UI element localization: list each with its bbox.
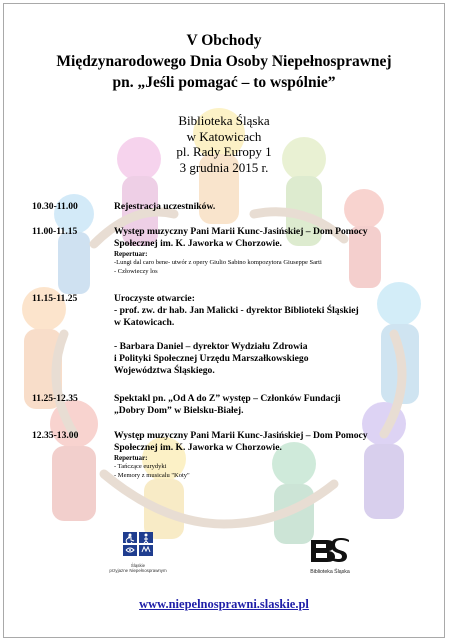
program-time: 10.30-11.00 bbox=[32, 201, 78, 212]
left-logo-caption-line: Śląskie bbox=[130, 563, 146, 568]
title-line-3: pn. „Jeśli pomagać – to wspólnie” bbox=[112, 74, 336, 91]
program-time: 11.25-12.35 bbox=[32, 393, 78, 404]
event-title bbox=[4, 30, 444, 93]
silesia-accessibility-logo bbox=[108, 532, 168, 573]
program-time: 12.35-13.00 bbox=[32, 430, 79, 441]
repertoire-item: - Memory z musicalu "Koty" bbox=[114, 471, 190, 479]
repertoire-label: Repertuar: bbox=[114, 250, 148, 258]
program-time: 11.00-11.15 bbox=[32, 226, 78, 237]
program-description bbox=[114, 430, 432, 480]
program-line: - Barbara Daniel – dyrektor Wydziału Zdrowia bbox=[114, 341, 308, 352]
left-logo-caption-line: przyjazne Niepełnosprawnym bbox=[109, 568, 167, 574]
venue-city: w Katowicach bbox=[186, 128, 262, 144]
repertoire-label: Repertuar: bbox=[114, 454, 148, 462]
program-line: Społecznej im. K. Jaworka w Chorzowie. bbox=[114, 442, 282, 453]
program-line: Uroczyste otwarcie: bbox=[114, 293, 195, 304]
program-line: Województwa Śląskiego. bbox=[114, 365, 215, 376]
title-line-1: V Obchody bbox=[186, 32, 262, 49]
program-description bbox=[114, 293, 432, 377]
program-line: Występ muzyczny Pani Marii Kunc-Jasińskiej – Dom Pomocy bbox=[114, 430, 368, 441]
program-line: - prof. zw. dr hab. Jan Malicki - dyrektor Biblioteki Śląskiej bbox=[114, 305, 359, 316]
right-logo-caption: Biblioteka Śląska bbox=[310, 569, 350, 575]
venue-name: Biblioteka Śląska bbox=[178, 113, 270, 128]
event-date: 3 grudnia 2015 r. bbox=[179, 159, 269, 175]
program-description bbox=[114, 201, 432, 213]
repertoire-item: - Człowieczy los bbox=[114, 267, 158, 275]
program-line: „Dobry Dom” w Bielsku-Białej. bbox=[114, 405, 244, 416]
poster-page bbox=[3, 3, 445, 638]
program-line: Spektakl pn. „Od A do Z” występ – Członków Fundacji bbox=[114, 393, 341, 404]
left-logo-caption bbox=[108, 563, 168, 573]
program-time: 11.15-11.25 bbox=[32, 293, 78, 304]
program-line: w Katowicach. bbox=[114, 317, 175, 328]
program-description bbox=[114, 226, 432, 276]
repertoire-item: -Lungi dal caro bene- utwór z opery Giulio Sabino kompozytora Giuseppe Sarti bbox=[114, 259, 322, 266]
website-link[interactable]: www.niepelnosprawni.slaskie.pl bbox=[139, 597, 309, 611]
title-line-2: Międzynarodowego Dnia Osoby Niepełnosprawnej bbox=[56, 53, 392, 70]
program-description bbox=[114, 393, 432, 417]
accessibility-icons bbox=[123, 532, 153, 556]
program-line: Rejestracja uczestników. bbox=[114, 201, 216, 212]
program-line: i Polityki Społecznej Urzędu Marszałkowskiego bbox=[114, 353, 309, 364]
program-line: Występ muzyczny Pani Marii Kunc-Jasińskiej – Dom Pomocy bbox=[114, 226, 368, 237]
program-line: Społecznej im. K. Jaworka w Chorzowie. bbox=[114, 238, 282, 249]
biblioteka-slaska-logo bbox=[294, 538, 366, 575]
venue-address: pl. Rady Europy 1 bbox=[176, 144, 272, 159]
repertoire-item: - Tańczące eurydyki bbox=[114, 463, 167, 470]
bs-logo-icon bbox=[309, 538, 351, 564]
event-venue bbox=[4, 113, 444, 175]
